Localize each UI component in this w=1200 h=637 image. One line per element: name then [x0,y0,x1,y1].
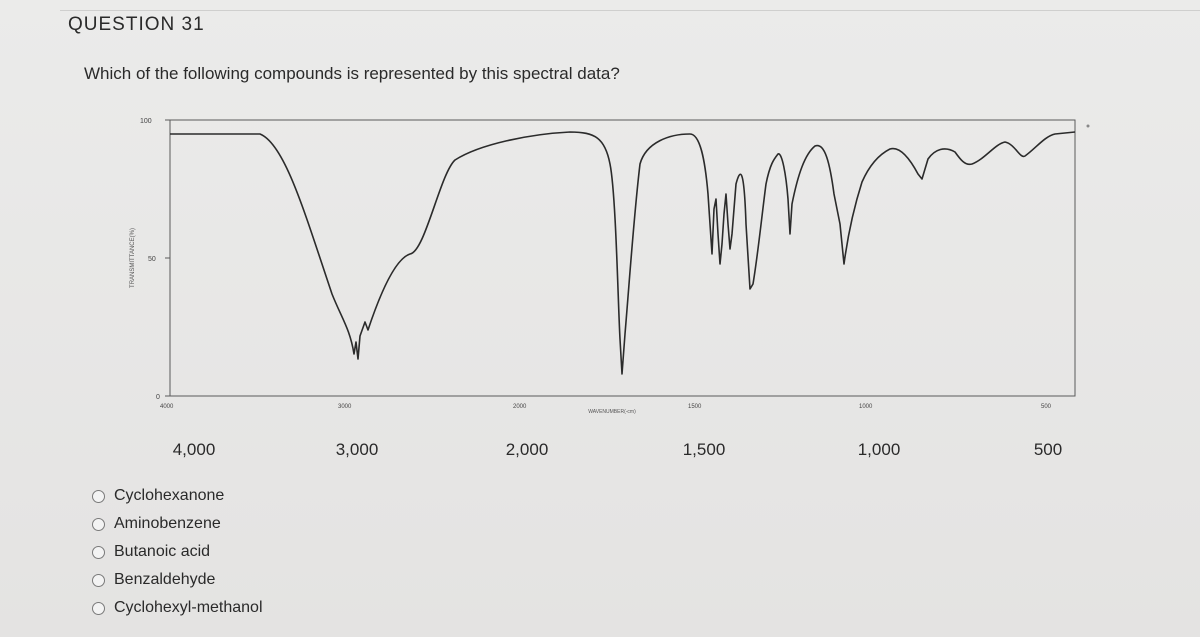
x-tick-label-2000: 2000 [513,404,527,410]
choice-benzaldehyde[interactable] [92,566,263,594]
spectrum-trace [170,132,1075,374]
radio-button[interactable] [92,518,105,531]
axis-label-3000: 3,000 [335,440,379,459]
axis-label-2000: 2,000 [505,440,549,459]
y-tick-label-100: 100 [140,118,152,125]
ir-spectrum [110,104,1100,434]
x-tick-label-500: 500 [1041,404,1052,410]
choice-aminobenzene[interactable] [92,510,263,538]
axis-label-1500: 1,500 [682,440,726,459]
y-axis-label: TRANSMITTANCE(%) [130,228,136,288]
question-header: QUESTION 31 [68,14,205,35]
spectrum-frame [170,120,1075,396]
choice-label: Benzaldehyde [114,571,216,588]
x-tick-label-1500: 1500 [688,404,702,410]
choice-label: Cyclohexanone [114,487,225,504]
radio-button[interactable] [92,574,105,587]
answer-choices [92,482,263,622]
radio-button[interactable] [92,602,105,615]
axis-label-4000: 4,000 [172,440,216,459]
choice-butanoic-acid[interactable] [92,538,263,566]
x-tick-label-3000: 3000 [338,404,352,410]
y-tick-label-0: 0 [156,394,160,401]
x-tick-label-1000: 1000 [859,404,873,410]
choice-label: Aminobenzene [114,515,221,532]
axis-label-1000: 1,000 [857,440,901,459]
header-divider [60,10,1200,11]
question-prompt: Which of the following compounds is represented by this spectral data? [84,64,620,83]
choice-cyclohexyl-methanol[interactable] [92,594,263,622]
choice-cyclohexanone[interactable] [92,482,263,510]
wavenumber-axis-labels [0,440,1200,470]
choice-label: Cyclohexyl-methanol [114,599,263,616]
radio-button[interactable] [92,490,105,503]
x-tick-label-4000: 4000 [160,404,174,410]
y-tick-label-50: 50 [148,256,156,263]
choice-label: Butanoic acid [114,543,211,560]
speck [1087,125,1090,128]
axis-label-500: 500 [1033,440,1063,459]
radio-button[interactable] [92,546,105,559]
x-axis-label: WAVENUMBER(-cm) [588,409,636,415]
